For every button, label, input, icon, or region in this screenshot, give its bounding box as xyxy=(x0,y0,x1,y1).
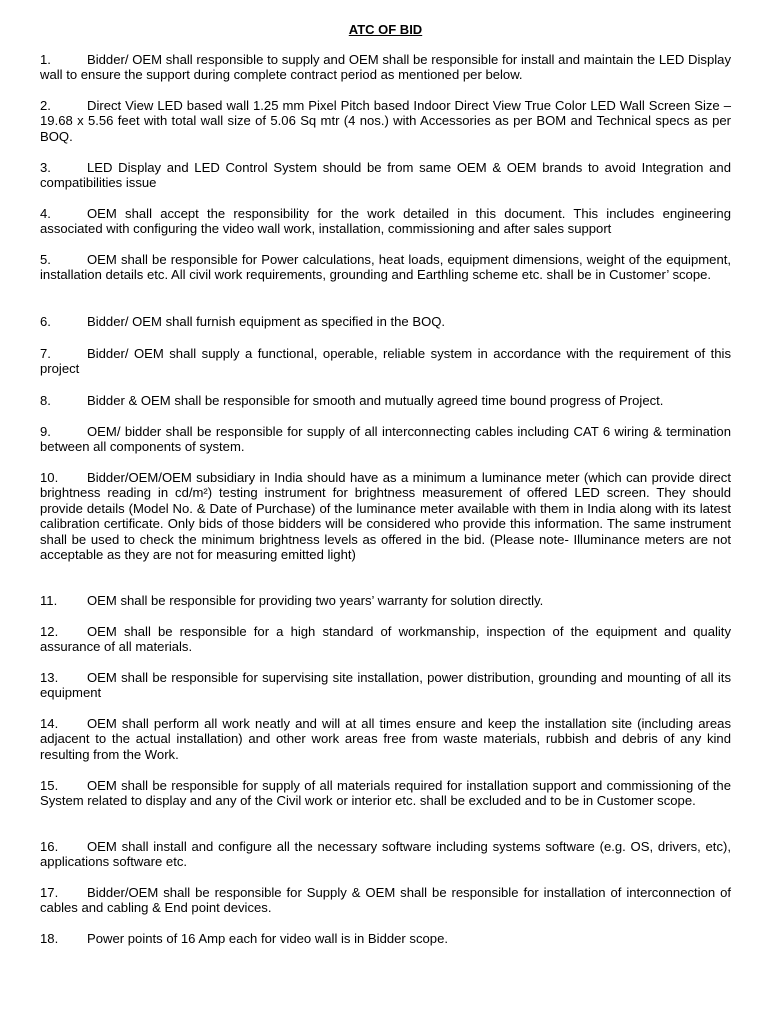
clause-8 xyxy=(40,393,731,408)
clause-text: Power points of 16 Amp each for video wall is in Bidder scope. xyxy=(87,931,448,946)
clause-number: 13. xyxy=(40,670,59,685)
clause-number: 15. xyxy=(40,778,59,793)
clause-text: Bidder & OEM shall be responsible for smooth and mutually agreed time bound progress of Project. xyxy=(87,393,664,408)
clause-text: OEM shall be responsible for a high standard of workmanship, inspection of the equipment and quality assurance of all materials. xyxy=(40,624,731,655)
clause-number: 9. xyxy=(40,424,51,439)
clause-number: 16. xyxy=(40,839,59,854)
clause-11 xyxy=(40,593,731,608)
clause-number: 17. xyxy=(40,885,59,900)
clause-text: Bidder/OEM shall be responsible for Supply & OEM shall be responsible for installation of interconnection of cables and cabling & End point devices. xyxy=(40,885,731,916)
clause-number: 10. xyxy=(40,470,59,485)
clause-text: OEM shall be responsible for Power calculations, heat loads, equipment dimensions, weight of the equipment, installation details etc. All civil work requirements, grounding and Earthling scheme etc. shall be in Customer’ scope. xyxy=(40,252,731,283)
clause-number: 3. xyxy=(40,160,51,175)
clause-number: 2. xyxy=(40,98,51,113)
clause-16 xyxy=(40,839,731,870)
clause-6 xyxy=(40,314,731,329)
clause-text: OEM/ bidder shall be responsible for supply of all interconnecting cables including CAT 6 wiring & termination between all components of system. xyxy=(40,424,731,455)
clause-1 xyxy=(40,52,731,83)
clause-text: Bidder/OEM/OEM subsidiary in India should have as a minimum a luminance meter (which can provide direct brightness reading in cd/m²) testing instrument for brightness measurement of offered LED screen. They should provide details (Model No. & Date of Purchase) of the luminance meter available with them in India along with its latest calibration certificate. Only bids of those bidders will be considered who provide this information. The same instrument shall be used to check the minimum brightness levels as offered in the bid. (Please note- Illuminance meters are not acceptable as they are not for measuring emitted light) xyxy=(40,470,731,563)
clause-number: 11. xyxy=(40,593,58,608)
clause-12 xyxy=(40,624,731,655)
clause-5 xyxy=(40,252,731,283)
page-title: ATC OF BID xyxy=(348,22,423,37)
clause-4 xyxy=(40,206,731,237)
clause-text: OEM shall be responsible for supervising site installation, power distribution, grounding and mounting of all its equipment xyxy=(40,670,731,701)
clause-number: 14. xyxy=(40,716,59,731)
clause-number: 12. xyxy=(40,624,59,639)
clause-number: 8. xyxy=(40,393,51,408)
clause-number: 6. xyxy=(40,314,51,329)
clause-text: Bidder/ OEM shall furnish equipment as specified in the BOQ. xyxy=(87,314,446,329)
clause-text: OEM shall be responsible for providing two years’ warranty for solution directly. xyxy=(87,593,544,608)
clause-number: 5. xyxy=(40,252,51,267)
clause-number: 1. xyxy=(40,52,51,67)
clause-text: LED Display and LED Control System should be from same OEM & OEM brands to avoid Integration and compatibilities issue xyxy=(40,160,731,191)
clause-15 xyxy=(40,778,731,809)
clause-18 xyxy=(40,931,731,946)
clause-number: 7. xyxy=(40,346,51,361)
clause-14 xyxy=(40,716,731,762)
clause-text: OEM shall install and configure all the necessary software including systems software (e.g. OS, drivers, etc), applications software etc. xyxy=(40,839,731,870)
clause-number: 18. xyxy=(40,931,59,946)
clause-13 xyxy=(40,670,731,701)
clause-2 xyxy=(40,98,731,144)
clause-text: Direct View LED based wall 1.25 mm Pixel Pitch based Indoor Direct View True Color LED Wall Screen Size – 19.68 x 5.56 feet with total wall size of 5.06 Sq mtr (4 nos.) with Accessories as per BOM and Technical specs as per BOQ. xyxy=(40,98,731,144)
clause-3 xyxy=(40,160,731,191)
clause-17 xyxy=(40,885,731,916)
clause-text: OEM shall accept the responsibility for the work detailed in this document. This includes engineering associated with configuring the video wall work, installation, commissioning and after sales support xyxy=(40,206,731,237)
clause-text: Bidder/ OEM shall supply a functional, operable, reliable system in accordance with the requirement of this project xyxy=(40,346,731,377)
clause-text: Bidder/ OEM shall responsible to supply and OEM shall be responsible for install and maintain the LED Display wall to ensure the support during complete contract period as mentioned per below. xyxy=(40,52,731,83)
clause-7 xyxy=(40,346,731,377)
clause-10 xyxy=(40,470,731,562)
clause-text: OEM shall perform all work neatly and will at all times ensure and keep the installation site (including areas adjacent to the actual installation) and other work areas free from waste materials, rubbish and debris of any kind resulting from the Work. xyxy=(40,716,731,762)
clause-text: OEM shall be responsible for supply of all materials required for installation support and commissioning of the System related to display and any of the Civil work or interior etc. shall be excluded and to be in Customer scope. xyxy=(40,778,731,809)
clause-number: 4. xyxy=(40,206,51,221)
clause-9 xyxy=(40,424,731,455)
